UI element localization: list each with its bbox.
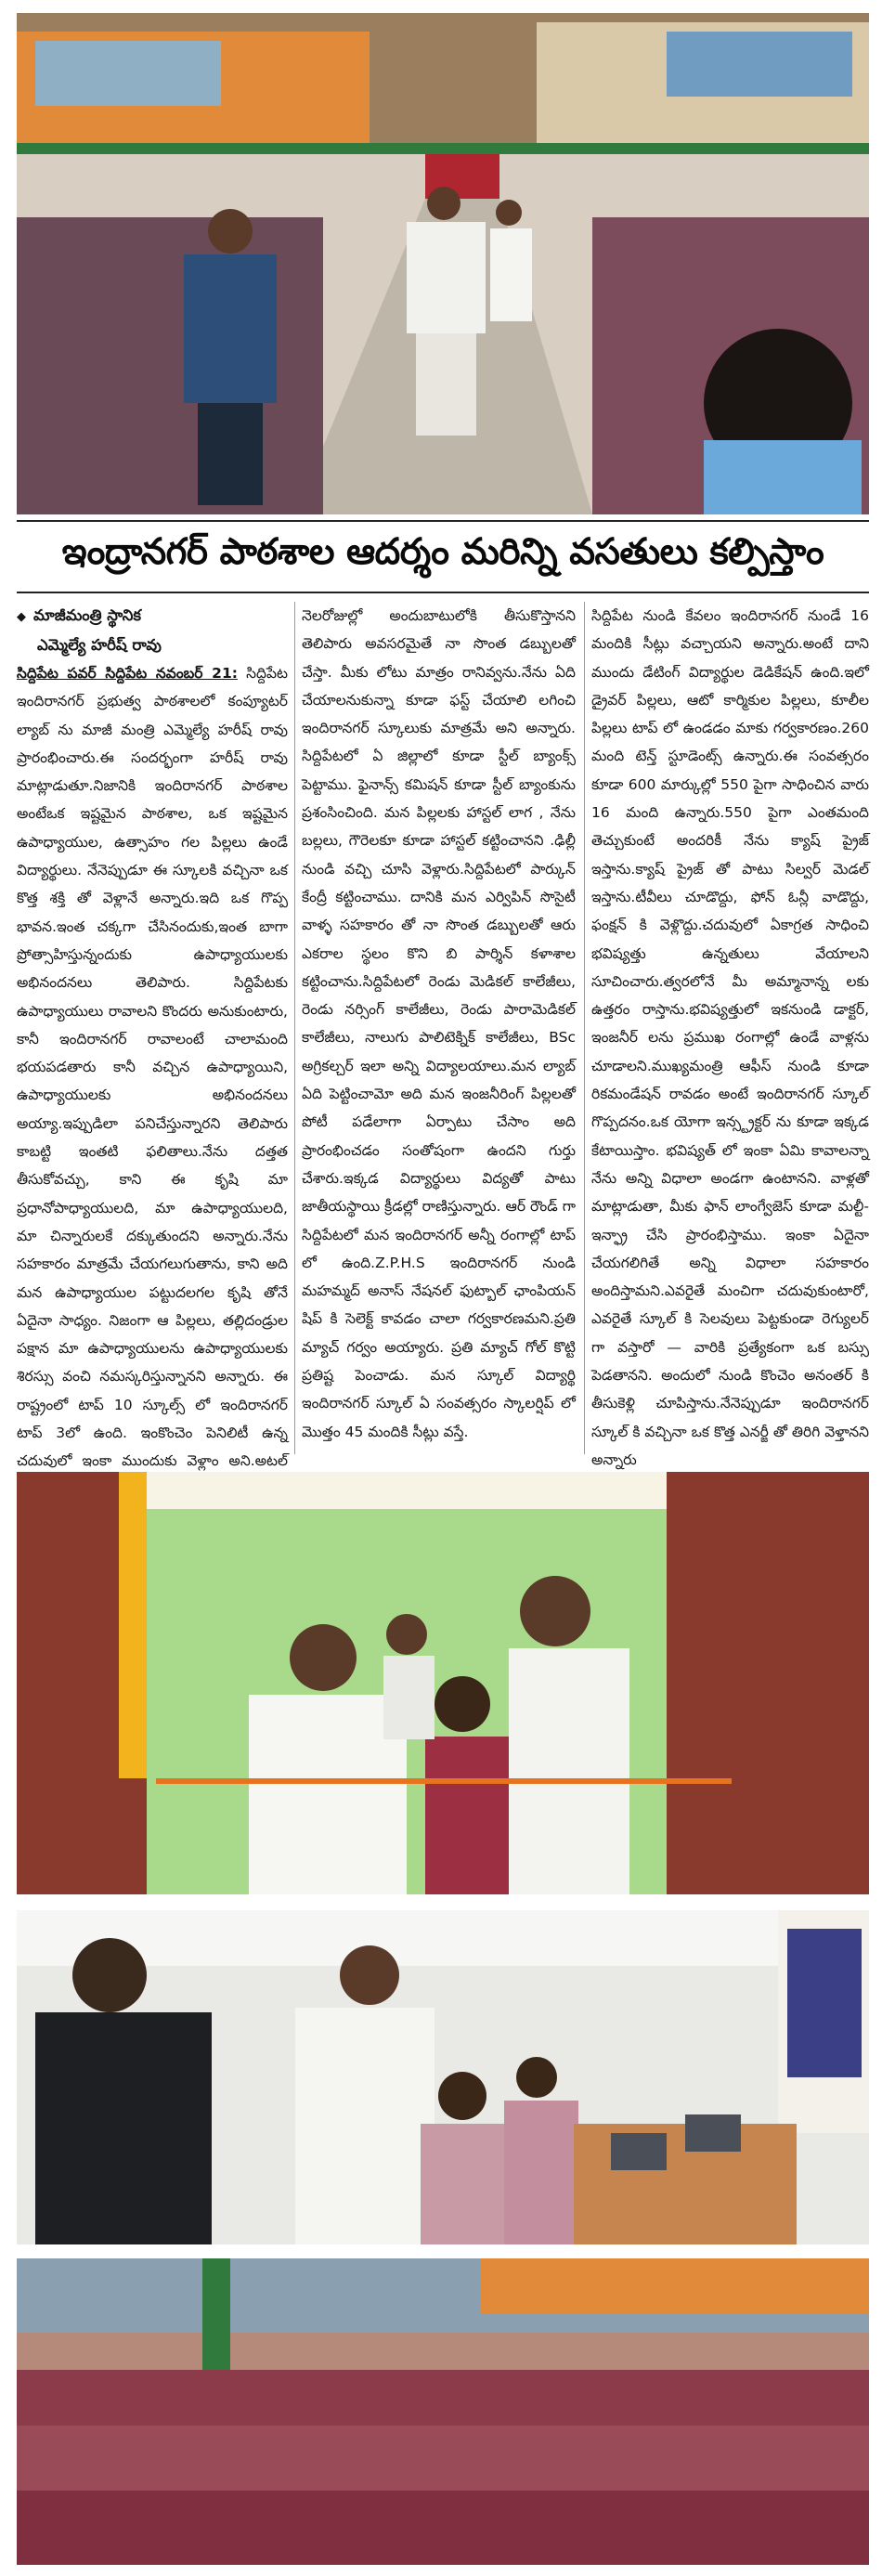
photo-computer-lab-image: [17, 1910, 869, 2244]
photo-ribbon-cutting: [17, 1472, 869, 1894]
article-column-1: [17, 602, 288, 1470]
column-divider: [294, 602, 295, 1454]
column-3-text: సిద్దిపేట నుండి కేవలం ఇందిరానగర్ నుండే 16 మందికి సీట్లు వచ్చాయని అన్నారు.అంటే దాని ముందు డేటింగ్ విద్యార్థుల డెడికేషన్ ఉంది.ఇలో డ్రైవర్ పిల్లలు, ఆటో కార్మికుల పిల్లలు, కూలీల పిల్లలు టాప్ లో ఉండడం మాకు గర్వకారణం.260 మంది టెన్త్ స్టూడెంట్స్ ఉన్నారు.ఈ సంవత్సరం కూడా 600 మార్కుల్లో 550 పైగా సాధించిన వారు 16 మంది ఉన్నారు.550 పైగా ఎంతమంది తెచ్చుకుంటే అందరికీ నేను క్యాష్ ప్రైజ్ ఇస్తాను.క్యాష్ ప్రైజ్ తో పాటు సిల్వర్ మెడల్ ఇస్తాను.టీవీలు చూడొద్దు, ఫోన్ ఓన్లీ వాడొద్దు, ఫంక్షన్ కి వెళ్లొద్దు.చదువులో ఏకాగ్రత సాధించి భవిష్యత్తు ఉన్నతులు వేయాలని సూచించారు.త్వరలోనే మీ అమ్మానాన్న లకు ఉత్తరం రాస్తాను.భవిష్యత్తులో ఇకనుండి డాక్టర్, ఇంజనీర్ లను ప్రముఖ రంగాల్లో ఉండే వాళ్లను చూడాలని.ముఖ్యమంత్రి ఆఫీస్ నుండి కూడా రికమండేషన్ రావడం అంటే ఇందిరానగర్ స్కూల్ గొప్పదనం.ఒక యోగా ఇన్స్ట్రక్టర్ ను కూడా ఇక్కడ కేటాయిస్తాం. భవిష్యత్ లో ఇంకా ఏమి కావాలన్నా నేను అన్ని విధాలా అండగా ఉంటానని. వాళ్లతో మాట్లాడుతా, మీకు ఫాన్ లాంగ్వేజెస్ కూడా మల్టీ-ఇన్ఫ్రా చేసి ప్రారంభిస్తాము. ఇంకా ఏదైనా చేయగలిగితే అన్ని విధాలా సహకారం అందిస్తామని.ఎవరైతే మంచిగా చదువుకుంటారో, ఎవరైతే స్కూల్ కి సెలవులు పెట్టకుండా రెగ్యులర్ గా వస్తారో — వారికి ప్రత్యేకంగా ఒక బస్సు పెడతానని. అందులో నుండి కొంచెం అనంతర్ కి తీసుకెళ్లి చూపిస్తాను.నేనెప్పుడూ ఇందిరానగర్ స్కూల్ కి వచ్చినా ఒక కొత్త ఎనర్జీ తో తిరిగి వెళ్తానని అన్నారు: [591, 607, 869, 1468]
photo-computer-lab: [17, 1910, 869, 2244]
photo-students-courtyard: [17, 2258, 869, 2565]
bullet-icon: ◆: [17, 610, 26, 624]
headline-top-rule: [17, 520, 869, 522]
byline: [17, 602, 288, 631]
photo-students-courtyard-image: [17, 2258, 869, 2565]
photo-school-gathering: [17, 13, 869, 514]
dateline: సిద్దిపేట పవర్ సిద్దిపేట నవంబర్ 21:: [17, 665, 238, 682]
byline-line-1: మాజీమంత్రి స్థానిక: [33, 606, 141, 624]
article-column-2: [302, 602, 576, 1456]
byline-line-2: ఎమ్మెల్యే హరీష్ రావు: [37, 636, 162, 654]
article-paragraph: [17, 659, 288, 1503]
headline-bottom-rule: [17, 592, 869, 593]
headline: ఇంద్రానగర్ పాఠశాల ఆదర్శం మరిన్ని వసతులు కల్పిస్తాం: [61, 531, 824, 573]
column-1-text: సిద్దిపేట ఇందిరానగర్ ప్రభుత్వ పాఠశాలలో కంప్యూటర్ ల్యాబ్ ను మాజీ మంత్రి ఎమ్మెల్యే హరీష్ రావు ప్రారంభించారు.ఈ సందర్భంగా హరీష్ రావు మాట్లాడుతూ.నిజానికి ఇందిరానగర్ పాఠశాల అంటేఒక ఇష్టమైన పాఠశాల, ఒక ఇష్టమైన ఉపాధ్యాయుల, ఉత్సాహం గల పిల్లలు ఉండే విద్యార్థులు. నేనెప్పుడూ ఈ స్కూలకి వచ్చినా ఒక కొత్త శక్తి తో వెళ్లానే అన్నారు.ఇది ఒక గొప్ప భావన.ఇంత చక్కగా చేసినందుకు,ఇంత బాగా ప్రోత్సాహిస్తున్నందుకు ఉపాధ్యాయులకు అభినందనలు తెలిపారు. సిద్దిపేటకు ఉపాధ్యాయులు రావాలని కొందరు అనుకుంటారు, కానీ ఇందిరానగర్ రావాలంటే చాలామంది భయపడతారు కానీ వచ్చిన ఉపాధ్యాయిని, ఉపాధ్యాయులకు అభినందనలు అయ్యా.ఇప్పుడిలా పనిచేస్తున్నారని తెలిపారు కాబట్టి ఇంతటి ఫలితాలు.నేను దత్తత తీసుకోవచ్చు, కాని ఈ కృషి మా ప్రధానోపాధ్యాయులది, మా ఉపాధ్యాయులది, మా చిన్నారులకే దక్కుతుందని అన్నారు.నేను సహకారం మాత్రమే చేయగలుగుతాను, కాని అది మన ఉపాధ్యాయుల పట్టుదలగల కృషి తోనే ఏదైనా సాధ్యం. నిజంగా ఆ పిల్లలు, తల్లిదండ్రుల పక్షాన మా ఉపాధ్యాయులను ఉపాధ్యాయులకు శిరస్సు వంచి నమస్కరిస్తున్నానని అన్నారు. ఈ రాష్ట్రంలో టాప్ 10 స్కూల్స్ లో ఇందిరానగర్ టాప్ 3లో ఉంది. ఇంకొంచెం పెనిలిటీ ఉన్న చదువులో ఇంకా ముందుకు వెళ్లాం అని.అటల్: [17, 665, 288, 1470]
photo-ribbon-cutting-image: [17, 1472, 869, 1894]
column-divider: [584, 602, 585, 1454]
column-2-text: నెలరోజుల్లో అందుబాటులోకి తీసుకొస్తానని తెలిపారు అవసరమైతే నా సొంత డబ్బులతో చేస్తా. మీకు లోటు మాత్రం రానివ్వను.నేను ఏది చేయాలనుకున్నా కూడా ఫస్ట్ చేయాలి లగించి ఇందిరానగర్ స్కూలుకు మాత్రమే అని అన్నారు. సిద్దిపేటలో ఏ జిల్లాలో కూడా స్టీల్ బ్యాంక్స్ పెట్టాము. ఫైనాన్స్ కమిషన్ కూడా స్టీల్ బ్యాంకును ప్రశంసించింది. మన పిల్లలకు హాస్టల్ లాగ , నేను బల్లలు, గౌరెలకూ కూడా హాస్టల్ కట్టించానని .ఢిల్లీ నుండి వచ్చి చూసి వెళ్లారు.సిద్దిపేటలో పార్కున్ కేంద్రీ కట్టించాము. దానికి మన ఎర్విపిన్ సొసైటీ వాళ్ళ సహకారం తో నా సొంత డబ్బులతో ఆరు ఎకరాల స్థలం కొని బి పార్శిన్ కళాశాల కట్టించాను.సిద్దిపేటలో రెండు మెడికల్ కాలేజీలు, రెండు నర్సింగ్ కాలేజీలు, రెండు పారామెడికల్ కాలేజీలు, నాలుగు పాలిటెక్నిక్ కాలేజీలు, BSc అగ్రికల్చర్ ఇలా అన్ని విద్యాలయాలు.మన ల్యాబ్ ఏది పెట్టించామో అది మన ఇంజనీరింగ్ పిల్లలతో పోటీ పడేలాగా ఏర్పాటు చేసాం అది ప్రారంభించడం సంతోషంగా ఉందని గుర్తు చేశారు.ఇక్కడ విద్యార్థులు విద్యతో పాటు జాతీయస్థాయి క్రీడల్లో రాణిస్తున్నారు. ఆర్ రౌండ్ గా సిద్దిపేటలో మన ఇందిరానగర్ అన్నీ రంగాల్లో టాప్ లో ఉంది.Z.P.H.S ఇందిరానగర్ నుండి మహమ్మద్ అనాస్ నేషనల్ ఫుట్బాల్ ఛాంపియన్ షిప్ కి సెలెక్ట్ కావడం చాలా గర్వకారణమని.ప్రతి మ్యాచ్ గర్వం అయ్యారు. ప్రతి మ్యాచ్ గోల్ కొట్టి ప్రతిష్ట పెంచాడు. మన స్కూల్ విద్యార్థి ఇందిరానగర్ స్కూల్ ఏ సంవత్సరం స్కాలర్షిప్ లో మొత్తం 45 మందికి సీట్లు వస్తే.: [302, 607, 576, 1440]
photo-school-gathering-image: [17, 13, 869, 514]
article-column-3: [591, 602, 869, 1468]
